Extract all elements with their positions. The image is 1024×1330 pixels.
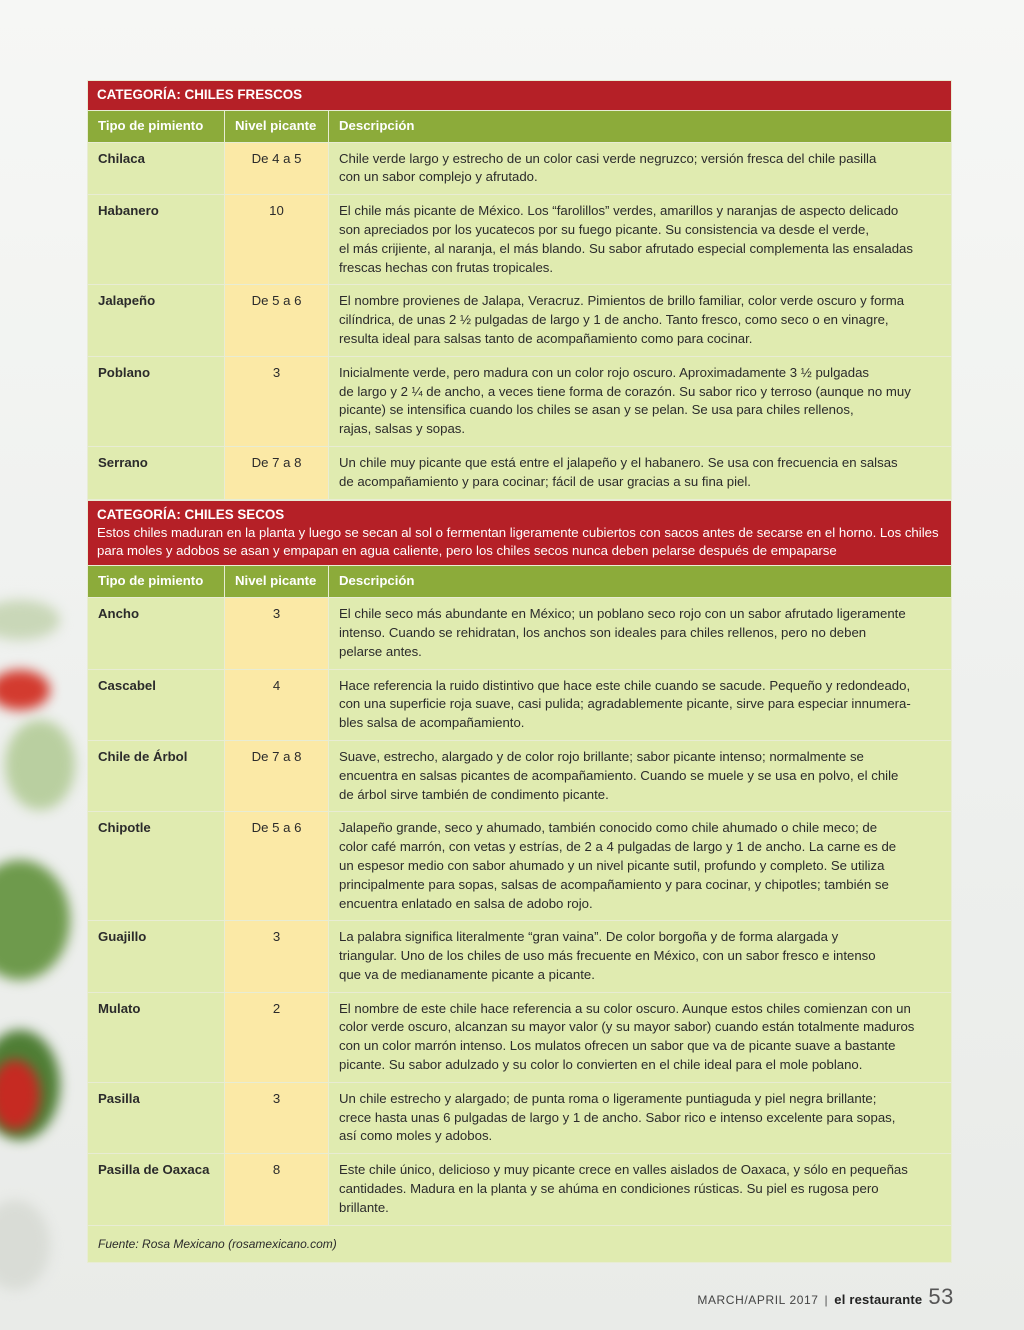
heat-level: De 5 a 6 (225, 285, 329, 356)
column-headers (88, 110, 952, 142)
table-row (88, 142, 952, 195)
heat-level: 3 (225, 1082, 329, 1153)
header-descripcion: Descripción (329, 566, 952, 598)
chile-description (329, 1082, 952, 1153)
description-line: el más crijiente, al naranja, el más blando. Su sabor afrutado especial complementa las ensaladas (339, 240, 913, 256)
category-header-dry (88, 500, 952, 566)
description-line: frescas hechas con frutas tropicales. (339, 259, 554, 275)
chile-description (329, 740, 952, 811)
chile-description (329, 195, 952, 285)
heat-level: 3 (225, 921, 329, 992)
description-line: triangular. Uno de los chiles de uso más frecuente en México, con un sabor fresco e intenso (339, 948, 876, 964)
chile-description (329, 446, 952, 499)
table-row (88, 446, 952, 499)
page-number: 53 (928, 1284, 954, 1309)
heat-level: 10 (225, 195, 329, 285)
chile-name: Jalapeño (88, 285, 225, 356)
description-line: un espesor medio con sabor ahumado y un nivel picante sutil, profundo y completo. Se utiliza (339, 857, 885, 873)
chile-name: Chile de Árbol (88, 740, 225, 811)
table-row (88, 1154, 952, 1225)
publication-name: el restaurante (834, 1292, 923, 1307)
chile-name: Pasilla (88, 1082, 225, 1153)
chile-name: Serrano (88, 446, 225, 499)
table-row (88, 921, 952, 992)
table-row (88, 285, 952, 356)
description-line: El nombre de este chile hace referencia a su color oscuro. Aunque estos chiles comienzan con un (339, 1000, 911, 1016)
description-line: encuentra en salsas picantes de acompañamiento. Cuando se muele y se usa en polvo, el chile (339, 767, 899, 783)
source-note: Fuente: Rosa Mexicano (rosamexicano.com) (88, 1225, 952, 1263)
description-line: de acompañamiento y para cocinar; fácil de usar gracias a su fina piel. (339, 473, 751, 489)
heat-level: 3 (225, 598, 329, 669)
chile-name: Chipotle (88, 812, 225, 921)
heat-level: De 7 a 8 (225, 446, 329, 499)
chile-description (329, 992, 952, 1082)
table-row (88, 598, 952, 669)
page-footer (697, 1284, 954, 1310)
category-description: Estos chiles maduran en la planta y luego se secan al sol o fermentan ligeramente cubiertos con sacos antes de secarse en el horno. Los chiles para moles y adobos se asan y empapan en agua caliente, pero los chiles secos nunca deben pelarse después de empaparse (97, 525, 939, 559)
description-line: encuentra enlatado en salsa de adobo rojo. (339, 895, 593, 911)
description-line: así como moles y adobos. (339, 1128, 493, 1144)
header-tipo: Tipo de pimiento (88, 566, 225, 598)
description-line: cilíndrica, de unas 2 ½ pulgadas de largo y 1 de ancho. Tanto fresco, como seco o en vinagre, (339, 312, 889, 328)
heat-level: 2 (225, 992, 329, 1082)
chile-name: Pasilla de Oaxaca (88, 1154, 225, 1225)
chile-name: Chilaca (88, 142, 225, 195)
chile-name: Guajillo (88, 921, 225, 992)
chile-description (329, 598, 952, 669)
chile-description (329, 142, 952, 195)
chile-description (329, 669, 952, 740)
chile-name: Poblano (88, 356, 225, 446)
table-row (88, 740, 952, 811)
description-line: intenso. Cuando se rehidratan, los anchos son ideales para chiles rellenos, pero no deben (339, 624, 867, 640)
table-chiles-secos (87, 500, 952, 1264)
description-line: Inicialmente verde, pero madura con un color rojo oscuro. Aproximadamente 3 ½ pulgadas (339, 364, 869, 380)
header-tipo: Tipo de pimiento (88, 110, 225, 142)
table-row (88, 669, 952, 740)
description-line: bles salsa de acompañamiento. (339, 715, 525, 731)
description-line: brillante. (339, 1199, 389, 1215)
category-header-fresh (88, 81, 952, 111)
description-line: que va de medianamente picante a picante. (339, 966, 595, 982)
description-line: con un color marrón intenso. Los mulatos ofrecen un sabor que va de picante suave a bastante (339, 1038, 896, 1054)
chile-description (329, 285, 952, 356)
description-line: Hace referencia la ruido distintivo que hace este chile cuando se sacude. Pequeño y redondeado, (339, 677, 911, 693)
chile-tables (87, 80, 951, 1263)
chile-name: Habanero (88, 195, 225, 285)
heat-level: 8 (225, 1154, 329, 1225)
description-line: picante) se intensifica cuando los chiles se asan y se pelan. Se usa para chiles rellenos, (339, 402, 854, 418)
description-line: de árbol sirve también de condimento picante. (339, 786, 609, 802)
description-line: Un chile estrecho y alargado; de punta roma o ligeramente puntiaguda y piel negra brillante; (339, 1090, 877, 1106)
description-line: cantidades. Madura en la planta y se ahúma en condiciones rústicas. Su piel es rugosa pero (339, 1181, 879, 1197)
description-line: principalmente para sopas, salsas de acompañamiento y para cocinar, y chipotles; también se (339, 876, 889, 892)
description-line: Este chile único, delicioso y muy picante crece en valles aislados de Oaxaca, y sólo en pequeñas (339, 1162, 908, 1178)
description-line: La palabra significa literalmente “gran vaina”. De color borgoña y de forma alargada y (339, 929, 839, 945)
table-row (88, 1082, 952, 1153)
chile-description (329, 921, 952, 992)
description-line: color café marrón, con vetas y estrías, de 2 a 4 pulgadas de largo y 1 de ancho. La carne es de (339, 839, 897, 855)
category-title: CATEGORÍA: CHILES SECOS (97, 506, 285, 522)
table-row (88, 992, 952, 1082)
chile-name: Ancho (88, 598, 225, 669)
header-nivel: Nivel picante (225, 566, 329, 598)
background-vegetables-photo (0, 560, 90, 1330)
description-line: con un sabor complejo y afrutado. (339, 169, 538, 185)
description-line: Jalapeño grande, seco y ahumado, también conocido como chile ahumado o chile meco; de (339, 820, 878, 836)
description-line: color verde oscuro, alcanzan su mayor valor (y su mayor sabor) cuando están totalmente maduros (339, 1019, 915, 1035)
heat-level: De 5 a 6 (225, 812, 329, 921)
description-line: crece hasta unas 6 pulgadas de largo y 1 de ancho. Sabor rico e intenso excelente para sopas, (339, 1109, 896, 1125)
chile-description (329, 812, 952, 921)
chile-description (329, 356, 952, 446)
description-line: Chile verde largo y estrecho de un color casi verde negruzco; versión fresca del chile pasilla (339, 150, 877, 166)
category-title: CATEGORÍA: CHILES FRESCOS (97, 87, 303, 102)
chile-description (329, 1154, 952, 1225)
description-line: picante. Su sabor adulzado y su color lo convierten en el chile ideal para el mole poblano. (339, 1057, 863, 1073)
description-line: Un chile muy picante que está entre el jalapeño y el habanero. Se usa con frecuencia en salsas (339, 454, 898, 470)
description-line: rajas, salsas y sopas. (339, 421, 466, 437)
description-line: Suave, estrecho, alargado y de color rojo brillante; sabor picante intenso; normalmente se (339, 748, 864, 764)
description-line: El nombre provienes de Jalapa, Veracruz. Pimientos de brillo familiar, color verde oscuro y forma (339, 293, 905, 309)
description-line: de largo y 2 ¼ de ancho, a veces tiene forma de corazón. Su sabor rico y terroso (aunque no muy (339, 383, 911, 399)
footer-separator: | (824, 1293, 829, 1307)
header-descripcion: Descripción (329, 110, 952, 142)
header-nivel: Nivel picante (225, 110, 329, 142)
table-chiles-frescos (87, 80, 952, 500)
column-headers (88, 566, 952, 598)
description-line: resulta ideal para salsas tanto de acompañamiento como para cocinar. (339, 330, 753, 346)
heat-level: De 7 a 8 (225, 740, 329, 811)
description-line: son apreciados por los yucatecos por su fuego picante. Su consistencia va desde el verde, (339, 221, 870, 237)
table-row (88, 812, 952, 921)
issue-date: MARCH/APRIL 2017 (697, 1293, 819, 1307)
heat-level: 4 (225, 669, 329, 740)
table-row (88, 356, 952, 446)
description-line: con una superficie roja suave, casi pulida; agradablemente picante, sirve para especiar innumera- (339, 696, 911, 712)
table-row (88, 195, 952, 285)
description-line: pelarse antes. (339, 643, 422, 659)
chile-name: Mulato (88, 992, 225, 1082)
heat-level: De 4 a 5 (225, 142, 329, 195)
chile-name: Cascabel (88, 669, 225, 740)
description-line: El chile seco más abundante en México; un poblano seco rojo con un sabor afrutado ligeramente (339, 606, 906, 622)
heat-level: 3 (225, 356, 329, 446)
description-line: El chile más picante de México. Los “farolillos” verdes, amarillos y naranjas de aspecto delicado (339, 203, 899, 219)
